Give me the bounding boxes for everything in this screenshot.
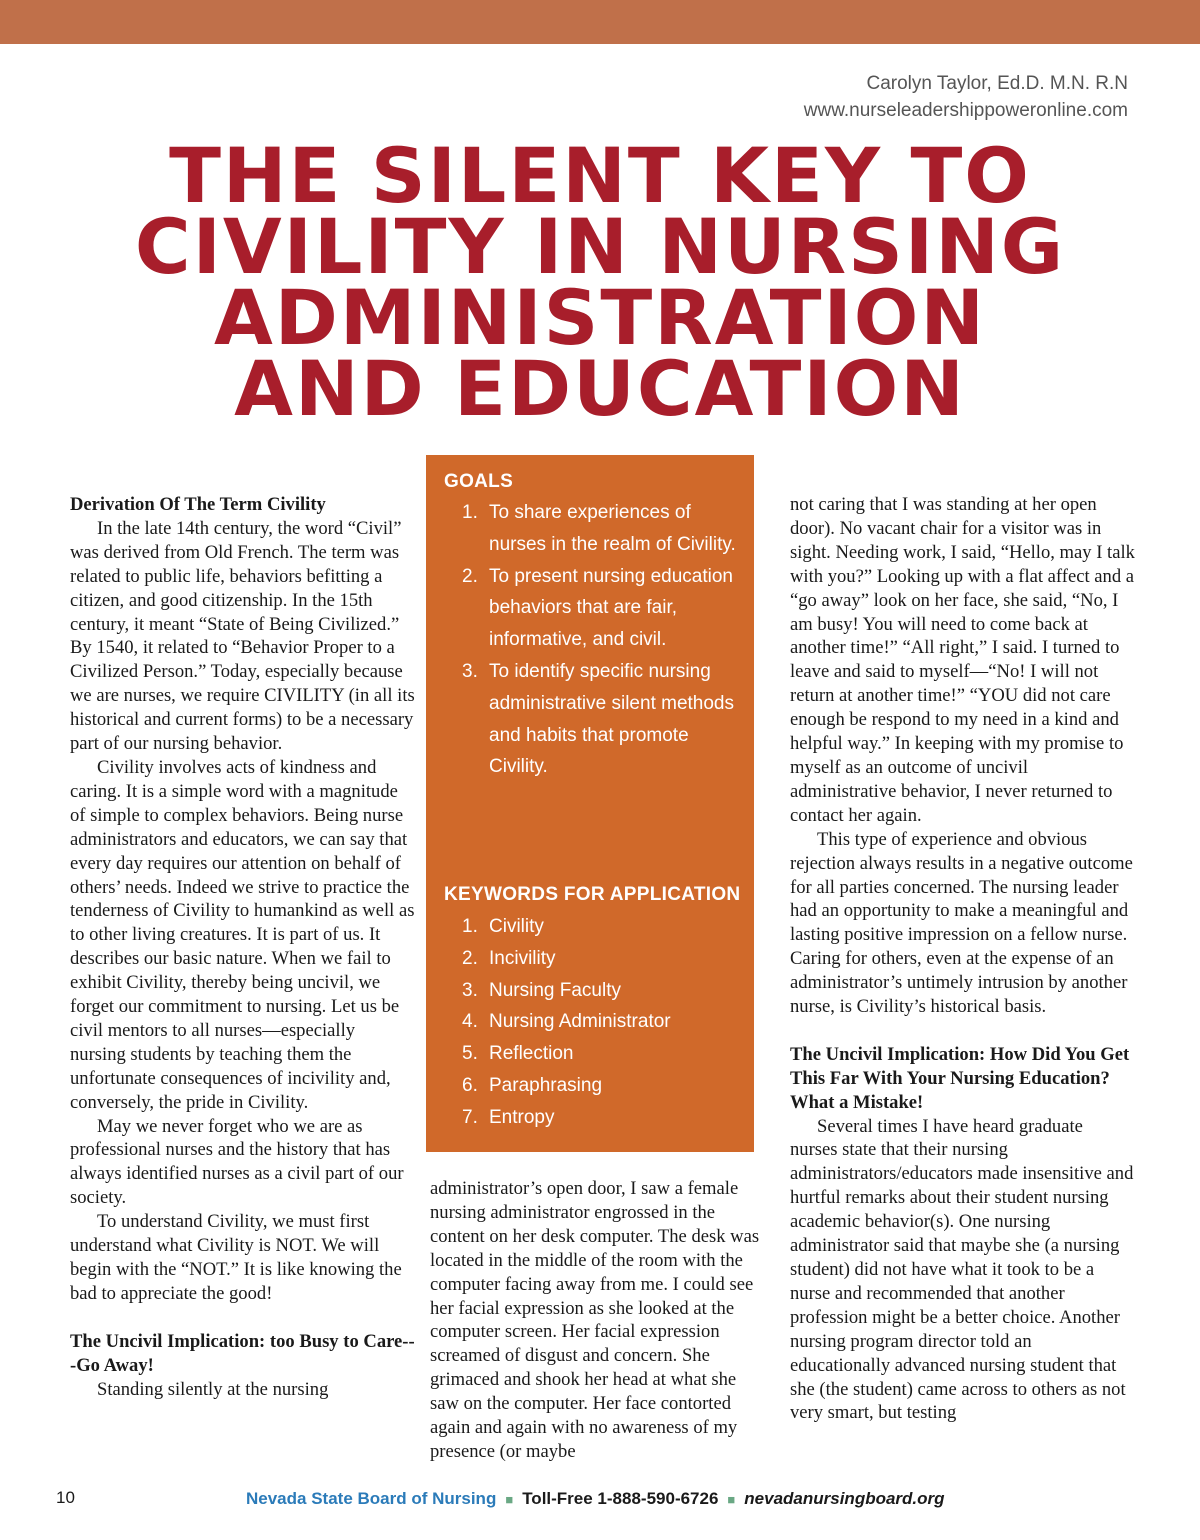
list-text: To share experiences of nurses in the realm of Civility. xyxy=(489,502,736,555)
square-bullet-icon: ■ xyxy=(505,1492,514,1507)
list-number: 3. xyxy=(462,979,478,1001)
paragraph: To understand Civility, we must first understand what Civility is NOT. We will begin with the “NOT.” It is like knowing the bad to appreciate the good! xyxy=(70,1211,402,1304)
left-column xyxy=(70,493,415,1401)
article-title xyxy=(40,131,1160,433)
paragraph: Civility involves acts of kindness and caring. It is a simple word with a magnitude of simple to complex behaviors. Being nurse administrators and educators, we can say that every day requires our attention on behalf of others’ needs. Indeed we strive to practice the tenderness of Civility to humankind as well as to other living creatures. It is part of us. It describes our basic nature. When we fail to exhibit Civility, thereby being uncivil, we forget our commitment to nursing. Let us be civil mentors to all nurses—especially nursing students by teaching them the unfortunate consequences of incivility and, conversely, the pride in Civility. xyxy=(70,756,415,1113)
list-number: 1. xyxy=(462,502,478,523)
list-item xyxy=(462,561,752,656)
paragraph: Standing silently at the nursing xyxy=(97,1378,329,1400)
right-column xyxy=(790,493,1135,1425)
top-color-band xyxy=(0,0,1200,44)
page-number: 10 xyxy=(56,1488,75,1507)
list-number: 7. xyxy=(462,1106,478,1128)
list-text: Entropy xyxy=(489,1106,555,1128)
title-line: THE SILENT KEY TO xyxy=(169,131,1031,220)
list-item xyxy=(462,656,752,783)
paragraph: Several times I have heard graduate nurses state that their nursing administrators/educators made insensitive and hurtful remarks about their student nursing academic behavior(s). One nursing administrator said that maybe she (a nursing student) did not have what it took to be a nurse and recommended that another profession might be a better choice. Another nursing program director told an educationally advanced nursing student that she (the student) came across to others as not very smart, but testing xyxy=(790,1115,1134,1424)
list-number: 1. xyxy=(462,916,478,937)
author-website[interactable]: www.nurseleadershippoweronline.com xyxy=(803,100,1128,121)
keywords-list xyxy=(462,911,752,1134)
footer-website[interactable]: nevadanursingboard.org xyxy=(744,1489,945,1508)
byline xyxy=(804,70,1128,124)
author-name: Carolyn Taylor, Ed.D. M.N. R.N xyxy=(866,73,1128,94)
list-text: Reflection xyxy=(489,1043,574,1065)
keywords-heading: KEYWORDS FOR APPLICATION xyxy=(444,884,741,905)
page-footer xyxy=(0,1488,1200,1516)
list-number: 3. xyxy=(462,660,478,682)
title-line: ADMINISTRATION xyxy=(213,273,987,362)
list-item xyxy=(462,497,752,561)
title-line: CIVILITY IN NURSING xyxy=(134,202,1066,291)
footer-line xyxy=(246,1489,945,1509)
paragraph: In the late 14th century, the word “Civil” was derived from Old French. The term was related to public life, behaviors befitting a citizen, and good citizenship. In the 15th century, it meant “State of Being Civilized.” By 1540, it related to “Behavior Proper to a Civilized Person.” Today, especially because we are nurses, we require CIVILITY (in all its historical and current forms) to be a necessary part of our nursing behavior. xyxy=(70,517,415,755)
list-text: Incivility xyxy=(489,947,556,969)
middle-column xyxy=(430,1177,760,1464)
list-number: 5. xyxy=(462,1043,478,1065)
list-text: Paraphrasing xyxy=(489,1074,603,1096)
list-text: Civility xyxy=(489,916,544,937)
paragraph: not caring that I was standing at her open door). No vacant chair for a visitor was in sight. Needing work, I said, “Hello, may I talk with you?” Looking up with a flat affect and a “go away” look on her face, she said, “No, I am busy! You will need to come back at another time!” “All right,” I said. I turned to leave and said to myself—“No! I will not return at another time!” “YOU did not care enough be respond to my need in a kind and helpful way.” In keeping with my promise to myself as an outcome of uncivil administrative behavior, I never returned to contact her again. xyxy=(790,494,1135,826)
goals-list xyxy=(462,497,752,783)
title-line: AND EDUCATION xyxy=(234,344,966,433)
list-item xyxy=(462,1006,752,1038)
list-item xyxy=(462,943,752,975)
goals-heading: GOALS xyxy=(444,471,514,492)
list-item xyxy=(462,1070,752,1102)
spacer xyxy=(70,1306,415,1330)
paragraph: May we never forget who we are as professional nurses and the history that has always identified nurses as a civil part of our society. xyxy=(70,1115,404,1209)
section-heading: The Uncivil Implication: How Did You Get This Far With Your Nursing Education? What a Mistake! xyxy=(790,1043,1130,1113)
footer-phone: Toll-Free 1-888-590-6726 xyxy=(522,1489,719,1508)
list-number: 6. xyxy=(462,1074,478,1096)
list-item xyxy=(462,975,752,1007)
spacer xyxy=(790,1019,1135,1043)
list-number: 2. xyxy=(462,565,478,587)
section-heading: Derivation Of The Term Civility xyxy=(70,494,326,515)
list-number: 2. xyxy=(462,947,478,969)
list-text: Nursing Faculty xyxy=(489,979,621,1001)
list-text: Nursing Administrator xyxy=(489,1011,671,1033)
footer-organization: Nevada State Board of Nursing xyxy=(246,1489,497,1508)
section-heading: The Uncivil Implication: too Busy to Care---Go Away! xyxy=(70,1330,415,1376)
paragraph: administrator’s open door, I saw a female nursing administrator engrossed in the content on her desk computer. The desk was located in the middle of the room with the computer facing away from me. I could see her facial expression as she looked at the computer screen. Her facial expression screamed of disgust and concern. She grimaced and shook her head at what she saw on the computer. Her face contorted again and again with no awareness of my presence (or maybe xyxy=(430,1178,760,1462)
list-item xyxy=(462,1102,752,1134)
list-item xyxy=(462,1038,752,1070)
paragraph: This type of experience and obvious rejection always results in a negative outcome for all parties concerned. The nursing leader had an opportunity to make a meaningful and lasting positive impression on a fellow nurse. Caring for others, even at the expense of an administrator’s untimely intrusion by another nurse, is Civility’s historical basis. xyxy=(790,828,1133,1018)
list-text: To identify specific nursing administrative silent methods and habits that promote Civility. xyxy=(489,660,734,778)
square-bullet-icon: ■ xyxy=(727,1492,736,1507)
list-number: 4. xyxy=(462,1011,478,1033)
list-item xyxy=(462,911,752,943)
goals-sidebar xyxy=(426,455,754,1152)
list-text: To present nursing education behaviors that are fair, informative, and civil. xyxy=(489,565,733,651)
